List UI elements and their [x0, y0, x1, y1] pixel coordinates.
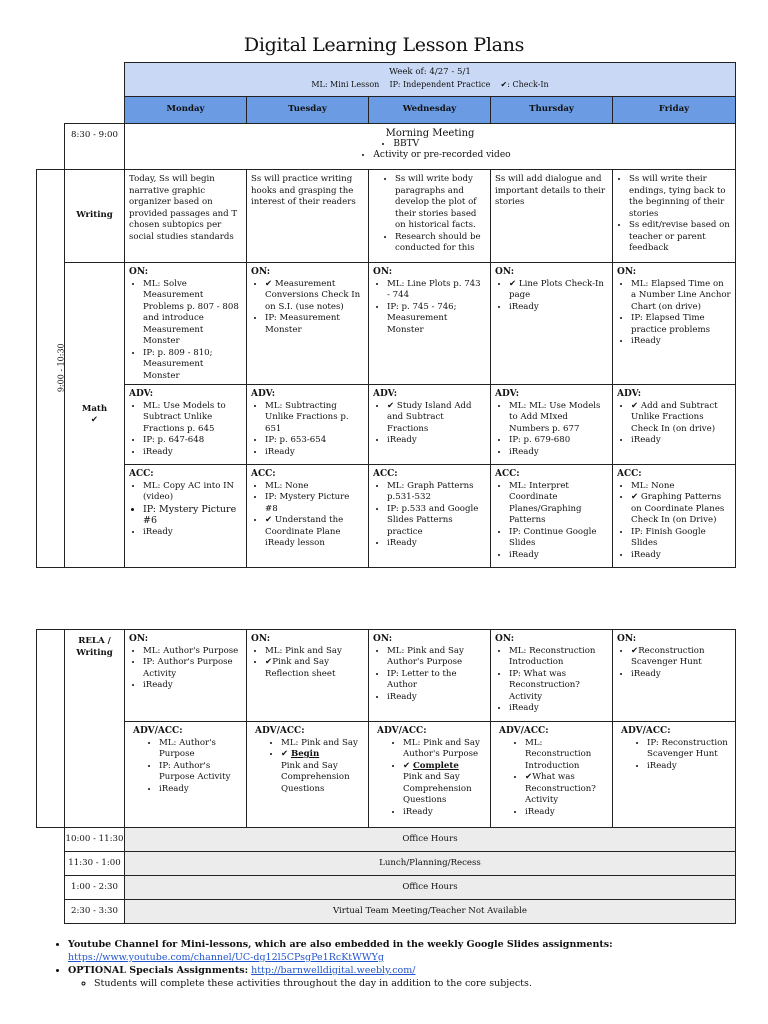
group-label: ON:: [617, 267, 637, 277]
list-item: • ✔ Measurement Conversions Check In on S.I. (use notes): [265, 279, 364, 314]
group-label: ACC:: [251, 469, 276, 479]
list-item: • IP: p. 679-680: [509, 435, 608, 447]
list-item: • ML: None: [265, 481, 364, 493]
group-label: ON:: [373, 634, 393, 644]
math-acc-monday: [125, 465, 247, 568]
math-acc-thursday: [491, 465, 613, 568]
youtube-label: Youtube Channel for Mini-lessons, which are also embedded in the weekly Google Slides assignments:: [68, 939, 613, 950]
math-adv-wednesday: [369, 385, 491, 465]
youtube-note: [68, 938, 748, 964]
list-item: • IP: p.533 and Google Slides Patterns practice: [387, 504, 486, 539]
morning-item: • BBTV: [393, 139, 510, 150]
group-label: ACC:: [129, 469, 154, 479]
list-item: • ✔ Understand the Coordinate Plane iReady lesson: [265, 515, 364, 550]
list-item: • ML: Interpret Coordinate Planes/Graphing Patterns: [509, 481, 608, 527]
writing-friday: [613, 170, 736, 263]
group-label: ON:: [251, 634, 271, 644]
list-item: [281, 749, 364, 795]
subject-rela: [65, 630, 125, 828]
list-item: • IP: Author's Purpose Activity: [143, 657, 242, 680]
schedule-time: 2:30 - 3:30: [65, 900, 125, 924]
list-item: • ML: Reconstruction Introduction: [525, 738, 608, 773]
math-on-thursday: [491, 263, 613, 385]
day-header-thursday: Thursday: [491, 97, 613, 124]
youtube-link[interactable]: https://www.youtube.com/channel/UC-dg12l5CPsgPe1RcKtWWYg: [68, 952, 384, 963]
group-label: ACC:: [373, 469, 398, 479]
list-item: • iReady: [143, 680, 242, 692]
list-item: • ML: None: [631, 481, 731, 493]
list-item: • ML: Reconstruction Introduction: [509, 646, 608, 669]
list-item: • iReady: [525, 807, 608, 819]
morning-item: • Activity or pre-recorded video: [373, 150, 510, 161]
week-legend: ML: Mini Lesson IP: Independent Practice ✔: Check-In: [311, 79, 549, 89]
list-item: • iReady: [509, 447, 608, 459]
math-on-tuesday: [247, 263, 369, 385]
specials-subnote: ◦ Students will complete these activities throughout the day in addition to the core subjects.: [94, 977, 748, 990]
list-item: • ✔ Graphing Patterns on Coordinate Planes Check In (on Drive): [631, 492, 731, 527]
writing-monday: [125, 170, 247, 263]
schedule-activity: Office Hours: [125, 876, 736, 900]
schedule-time: 10:00 - 11:30: [65, 828, 125, 852]
week-label: Week of: 4/27 - 5/1: [389, 67, 471, 77]
math-on-monday: [125, 263, 247, 385]
list-item: • iReady: [509, 550, 608, 562]
morning-title: Morning Meeting: [385, 128, 475, 139]
list-item: • iReady: [509, 703, 608, 715]
writing-text: Ss will practice writing hooks and grasping the interest of their readers: [251, 174, 356, 207]
list-item: • ML: Pink and Say Author's Purpose: [387, 646, 486, 669]
schedule-activity: Lunch/Planning/Recess: [125, 852, 736, 876]
check-icon: ✔: [281, 749, 289, 759]
group-label: ADV:: [495, 389, 520, 399]
group-label: ON:: [129, 267, 149, 277]
list-item: • IP: What was Reconstruction? Activity: [509, 669, 608, 704]
math-adv-friday: [613, 385, 736, 465]
schedule-activity: Office Hours: [125, 828, 736, 852]
list-item: • ML: Author's Purpose: [159, 738, 242, 761]
list-item: • IP: Mystery Picture #6: [143, 504, 242, 527]
list-item: • IP: Mystery Picture #8: [265, 492, 364, 515]
block-time: 9:00 - 10:30: [56, 343, 66, 393]
math-acc-wednesday: [369, 465, 491, 568]
list-item: • ✔ Study Island Add and Subtract Fractions: [387, 401, 486, 436]
writing-item: • Ss will write their endings, tying back to the beginning of their stories: [629, 174, 731, 220]
rela-advacc-tuesday: [247, 722, 369, 828]
list-item: • ✔ Add and Subtract Unlike Fractions Check In (on drive): [631, 401, 731, 436]
list-item: • iReady: [387, 692, 486, 704]
lesson-plan-table: [36, 62, 736, 568]
rela-on-wednesday: [369, 630, 491, 722]
day-header-wednesday: Wednesday: [369, 97, 491, 124]
item-text: Pink and Say Comprehension Questions: [281, 760, 350, 794]
writing-wednesday: [369, 170, 491, 263]
group-label: ADV:: [129, 389, 154, 399]
list-item: • ML: Line Plots p. 743 - 744: [387, 279, 486, 302]
list-item: • IP: Measurement Monster: [265, 313, 364, 336]
rela-on-monday: [125, 630, 247, 722]
rela-blank-cell: [37, 630, 65, 828]
group-label: ACC:: [495, 469, 520, 479]
writing-text: Today, Ss will begin narrative graphic organizer based on provided passages and T chosen subtopics per social studies standards: [129, 174, 238, 242]
list-item: • iReady: [631, 550, 731, 562]
list-item: • IP: Elapsed Time practice problems: [631, 313, 731, 336]
list-item: • IP: p. 653-654: [265, 435, 364, 447]
group-label: ON:: [373, 267, 393, 277]
schedule-activity: Virtual Team Meeting/Teacher Not Available: [125, 900, 736, 924]
list-item: • ML: Graph Patterns p.531-532: [387, 481, 486, 504]
group-label: ADV:: [617, 389, 642, 399]
check-icon: ✔: [403, 760, 411, 771]
rela-advacc-wednesday: [369, 722, 491, 828]
list-item: • IP: p. 809 - 810; Measurement Monster: [143, 348, 242, 383]
group-label: ACC:: [617, 469, 642, 479]
day-header-friday: Friday: [613, 97, 736, 124]
specials-link[interactable]: http://barnwelldigital.weebly.com/: [251, 965, 416, 976]
math-adv-thursday: [491, 385, 613, 465]
math-adv-tuesday: [247, 385, 369, 465]
schedule-time: 1:00 - 2:30: [65, 876, 125, 900]
list-item: • ML: Pink and Say: [265, 646, 364, 658]
list-item: • ✔ Line Plots Check-In page: [509, 279, 608, 302]
rela-on-friday: [613, 630, 736, 722]
group-label: ON:: [617, 634, 637, 644]
rela-advacc-thursday: [491, 722, 613, 828]
rela-on-tuesday: [247, 630, 369, 722]
morning-time: 8:30 - 9:00: [65, 124, 125, 170]
specials-label: OPTIONAL Specials Assignments:: [68, 965, 249, 976]
begin-text: Begin: [290, 749, 320, 759]
morning-meeting: [125, 124, 736, 170]
list-item: • ML: Pink and Say Author's Purpose: [403, 738, 486, 761]
group-label: ON:: [251, 267, 271, 277]
subject-math: [65, 263, 125, 568]
list-item: • IP: p. 745 - 746; Measurement Monster: [387, 302, 486, 337]
list-item: • iReady: [387, 538, 486, 550]
subject-rela-label: RELA / Writing: [76, 636, 113, 658]
block-time-cell: [37, 170, 65, 568]
writing-item: • Ss will write body paragraphs and develop the plot of their stories based on historical facts.: [395, 174, 486, 232]
check-icon: ✔: [90, 415, 99, 425]
list-item: • ML: Copy AC into IN (video): [143, 481, 242, 504]
list-item: • ML: Elapsed Time on a Number Line Anchor Chart (on drive): [631, 279, 731, 314]
list-item: [403, 761, 486, 807]
writing-item: • Ss edit/revise based on teacher or parent feedback: [629, 220, 731, 255]
list-item: • IP: Continue Google Slides: [509, 527, 608, 550]
list-item: • ML: Solve Measurement Problems p. 807 - 808 and introduce Measurement Monster: [143, 279, 242, 348]
rela-advacc-monday: [125, 722, 247, 828]
group-label: ADV:: [373, 389, 398, 399]
week-header: [125, 63, 736, 97]
group-label: ON:: [495, 634, 515, 644]
group-label: ON:: [495, 267, 515, 277]
list-item: • ML: Author's Purpose: [143, 646, 242, 658]
list-item: • iReady: [647, 761, 731, 773]
list-item: • iReady: [631, 435, 731, 447]
rela-schedule-table: [36, 629, 736, 924]
list-item: • ✔Reconstruction Scavenger Hunt: [631, 646, 731, 669]
list-item: • IP: Reconstruction Scavenger Hunt: [647, 738, 731, 761]
list-item: • iReady: [143, 527, 242, 539]
group-label: ADV/ACC:: [499, 726, 549, 736]
page-title: Digital Learning Lesson Plans: [243, 34, 525, 56]
list-item: • ML: Pink and Say: [281, 738, 364, 750]
subject-math-label: Math: [81, 403, 108, 414]
schedule-time: 11:30 - 1:00: [65, 852, 125, 876]
rela-on-thursday: [491, 630, 613, 722]
writing-thursday: [491, 170, 613, 263]
math-acc-friday: [613, 465, 736, 568]
list-item: • iReady: [143, 447, 242, 459]
group-label: ADV/ACC:: [377, 726, 427, 736]
list-item: • iReady: [509, 302, 608, 314]
list-item: • IP: Finish Google Slides: [631, 527, 731, 550]
math-adv-monday: [125, 385, 247, 465]
rela-advacc-friday: [613, 722, 736, 828]
group-label: ADV:: [251, 389, 276, 399]
list-item: • IP: p. 647-648: [143, 435, 242, 447]
group-label: ADV/ACC:: [133, 726, 183, 736]
group-label: ADV/ACC:: [255, 726, 305, 736]
item-text: Pink and Say Comprehension Questions: [403, 772, 472, 805]
list-item: • iReady: [159, 784, 242, 796]
writing-tuesday: [247, 170, 369, 263]
day-header-tuesday: Tuesday: [247, 97, 369, 124]
list-item: • IP: Author's Purpose Activity: [159, 761, 242, 784]
math-on-wednesday: [369, 263, 491, 385]
group-label: ADV/ACC:: [621, 726, 671, 736]
day-header-monday: Monday: [125, 97, 247, 124]
list-item: • IP: Letter to the Author: [387, 669, 486, 692]
writing-text: Ss will add dialogue and important details to their stories: [495, 174, 606, 207]
list-item: • ✔Pink and Say Reflection sheet: [265, 657, 364, 680]
subject-writing: Writing: [65, 170, 125, 263]
list-item: • ✔What was Reconstruction? Activity: [525, 772, 608, 807]
list-item: • iReady: [387, 435, 486, 447]
list-item: • iReady: [631, 669, 731, 681]
specials-note: [68, 964, 748, 990]
footer-notes: [48, 938, 748, 990]
group-label: ON:: [129, 634, 149, 644]
list-item: • iReady: [631, 336, 731, 348]
list-item: • ML: Subtracting Unlike Fractions p. 651: [265, 401, 364, 436]
complete-text: Complete: [412, 760, 459, 771]
writing-item: • Research should be conducted for this: [395, 232, 486, 255]
list-item: • ML: ML: Use Models to Add MIxed Numbers p. 677: [509, 401, 608, 436]
list-item: • ML: Use Models to Subtract Unlike Fractions p. 645: [143, 401, 242, 436]
list-item: • iReady: [265, 447, 364, 459]
list-item: • iReady: [403, 807, 486, 819]
math-acc-tuesday: [247, 465, 369, 568]
math-on-friday: [613, 263, 736, 385]
